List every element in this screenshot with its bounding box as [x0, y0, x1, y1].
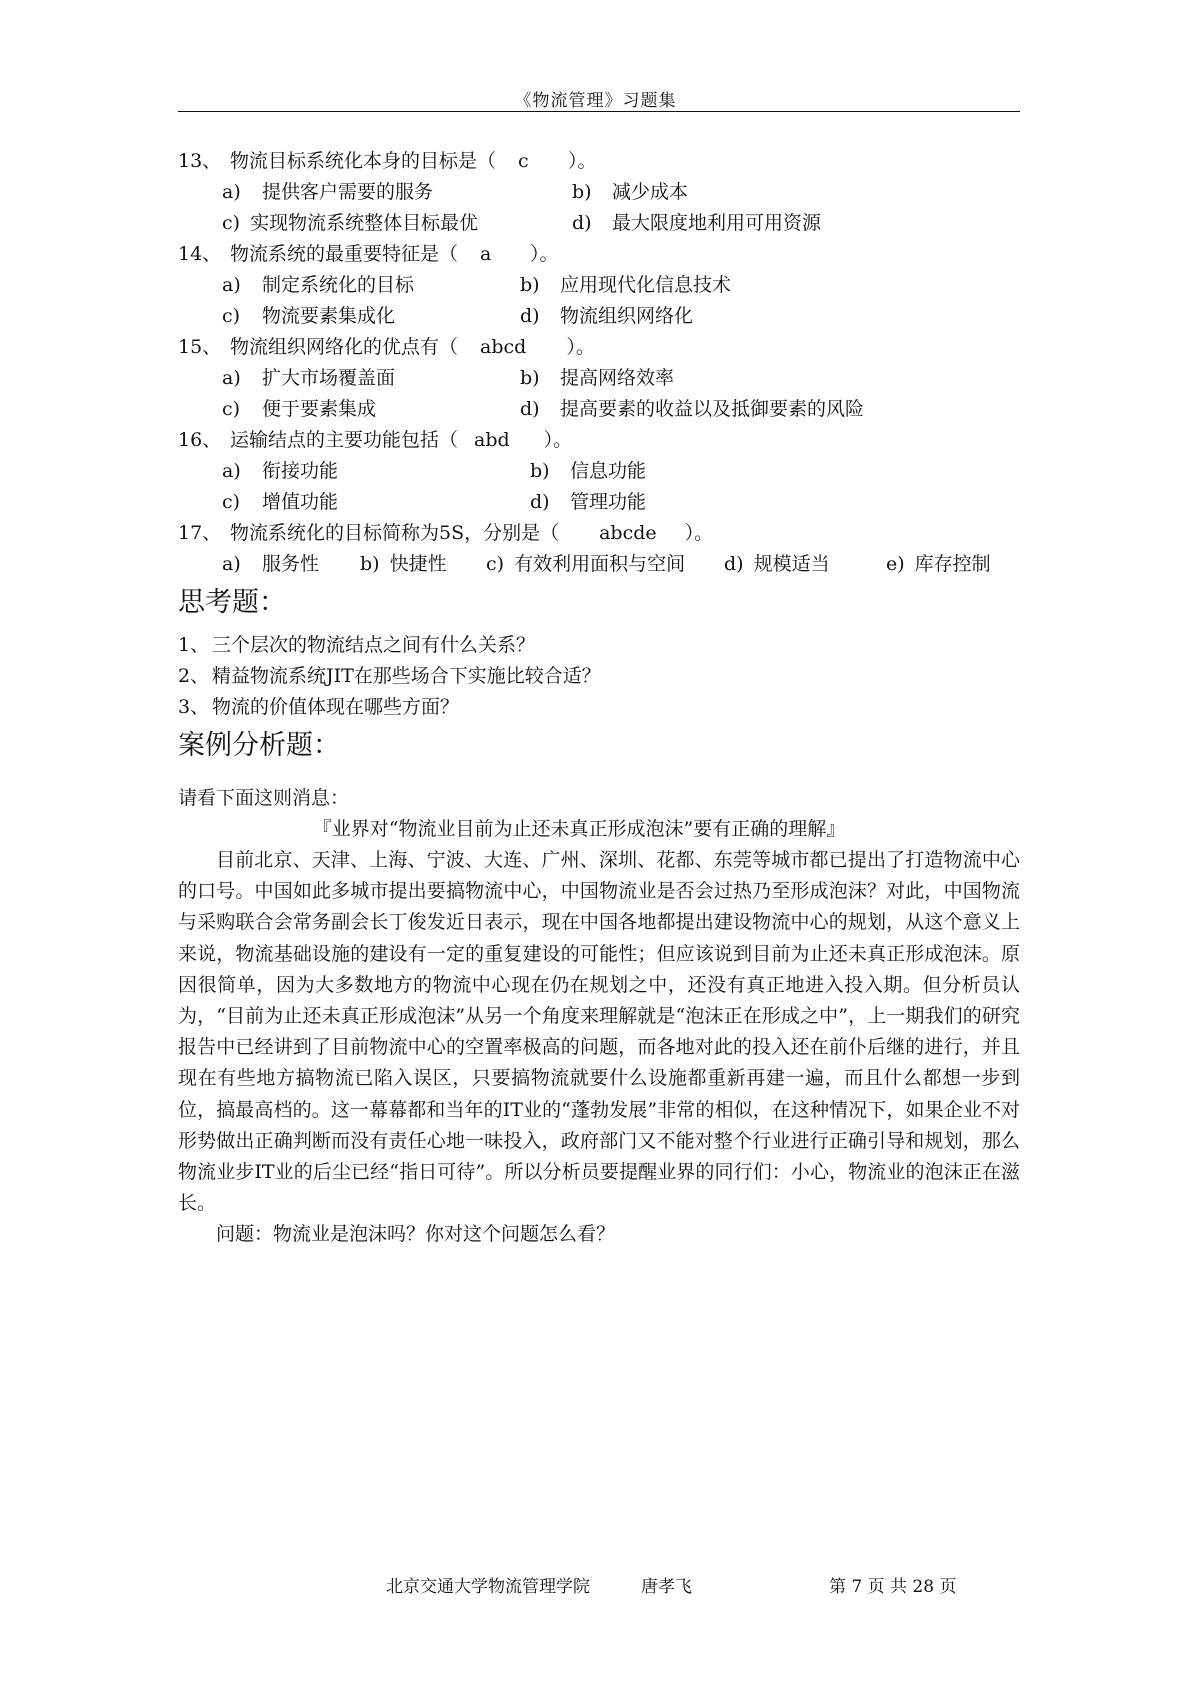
footer-author: 唐孝飞	[641, 1577, 692, 1597]
option: b) 应用现代化信息技术	[520, 274, 732, 296]
option-row	[178, 487, 1020, 518]
header-divider	[178, 111, 1020, 112]
thinking-item: 2、 精益物流系统JIT在那些场合下实施比较合适？	[178, 665, 601, 687]
question-stem-end: ）。	[684, 522, 714, 544]
option-row	[178, 394, 1020, 425]
question-stem: 物流组织网络化的优点有（	[230, 336, 459, 358]
option: c) 物流要素集成化	[222, 305, 396, 327]
option-row	[178, 177, 1020, 208]
section-title-thinking: 思考题：	[178, 587, 286, 618]
page-header-title: 《物流管理》习题集	[514, 91, 677, 111]
answer-text: abcd	[480, 336, 527, 358]
answer-text: a	[480, 243, 492, 265]
option: d) 管理功能	[530, 491, 647, 513]
question-stem: 物流目标系统化本身的目标是（	[230, 150, 497, 172]
option: d) 规模适当	[724, 553, 830, 575]
option-row	[178, 549, 1020, 580]
footer-school: 北京交通大学物流管理学院	[386, 1577, 590, 1597]
case-headline: 『业界对“物流业目前为止还未真正形成泡沫”要有正确的理解』	[312, 818, 846, 840]
question-number: 16、	[178, 429, 222, 451]
option: c) 有效利用面积与空间	[486, 553, 686, 575]
question-13	[178, 146, 1020, 177]
option-row	[178, 456, 1020, 487]
question-number: 14、	[178, 243, 222, 265]
option-row	[178, 270, 1020, 301]
option: b) 提高网络效率	[520, 367, 675, 389]
section-title-case: 案例分析题：	[178, 730, 340, 761]
option: d) 提高要素的收益以及抵御要素的风险	[520, 398, 865, 420]
option: b) 减少成本	[572, 181, 689, 203]
thinking-item: 3、 物流的价值体现在哪些方面？	[178, 696, 460, 718]
question-stem: 物流系统化的目标简称为5S，分别是（	[230, 522, 560, 544]
footer-page-number: 第 7 页 共 28 页	[829, 1577, 957, 1597]
option-row	[178, 208, 1020, 239]
thinking-item: 1、 三个层次的物流结点之间有什么关系？	[178, 634, 536, 656]
question-number: 15、	[178, 336, 222, 358]
question-stem: 运输结点的主要功能包括（	[230, 429, 459, 451]
option: a) 提供客户需要的服务	[222, 181, 434, 203]
case-body: 目前北京、天津、上海、宁波、大连、广州、深圳、花都、东莞等城市都已提出了打造物流中心的口号。中国如此多城市提出要搞物流中心，中国物流业是否会过热乃至形成泡沫？对此，中国物流与采购联合会常务副会长丁俊发近日表示，现在中国各地都提出建设物流中心的规划，从这个意义上来说，物流基础设施的建设有一定的重复建设的可能性；但应该说到目前为止还未真正形成泡沫。原因很简单，因为大多数地方的物流中心现在仍在规划之中，还没有真正地进入投入期。但分析员认为，“目前为止还未真正形成泡沫”从另一个角度来理解就是“泡沫正在形成之中”，上一期我们的研究报告中已经讲到了目前物流中心的空置率极高的问题，而各地对此的投入还在前仆后继的进行，并且现在有些地方搞物流已陷入误区，只要搞物流就要什么设施都重新再建一遍，而且什么都想一步到位，搞最高档的。这一幕幕都和当年的IT业的“蓬勃发展”非常的相似，在这种情况下，如果企业不对形势做出正确判断而没有责任心地一味投入，政府部门又不能对整个行业进行正确引导和规划，那么物流业步IT业的后尘已经“指日可待”。所以分析员要提醒业界的同行们：小心，物流业的泡沫正在滋长。	[178, 849, 1020, 1215]
question-17	[178, 518, 1020, 549]
question-15	[178, 332, 1020, 363]
question-stem-end: ）。	[568, 150, 597, 172]
question-number: 17、	[178, 522, 222, 544]
option: d) 物流组织网络化	[520, 305, 694, 327]
question-number: 13、	[178, 150, 222, 172]
option: a) 扩大市场覆盖面	[222, 367, 396, 389]
option-row	[178, 301, 1020, 332]
case-intro: 请看下面这则消息：	[178, 787, 350, 809]
option: a) 制定系统化的目标	[222, 274, 415, 296]
option: e) 库存控制	[886, 553, 991, 575]
option: a) 衔接功能	[222, 460, 339, 482]
answer-text: abd	[474, 429, 510, 451]
option: c) 实现物流系统整体目标最优	[222, 212, 479, 234]
question-14	[178, 239, 1020, 270]
page-content	[178, 146, 1020, 1250]
option: a) 服务性	[222, 553, 320, 575]
answer-text: abcde	[599, 522, 657, 544]
question-16	[178, 425, 1020, 456]
question-stem-end: ）。	[566, 336, 595, 358]
option: b) 信息功能	[530, 460, 647, 482]
option: c) 便于要素集成	[222, 398, 377, 420]
option: c) 增值功能	[222, 491, 339, 513]
option-row	[178, 363, 1020, 394]
case-question: 问题：物流业是泡沫吗？你对这个问题怎么看？	[216, 1223, 616, 1246]
answer-text: c	[518, 150, 529, 172]
question-stem-end: ）。	[543, 429, 573, 451]
option: d) 最大限度地利用可用资源	[572, 212, 822, 234]
question-stem: 物流系统的最重要特征是（	[230, 243, 459, 265]
question-stem-end: ）。	[530, 243, 559, 265]
option: b) 快捷性	[360, 553, 447, 575]
